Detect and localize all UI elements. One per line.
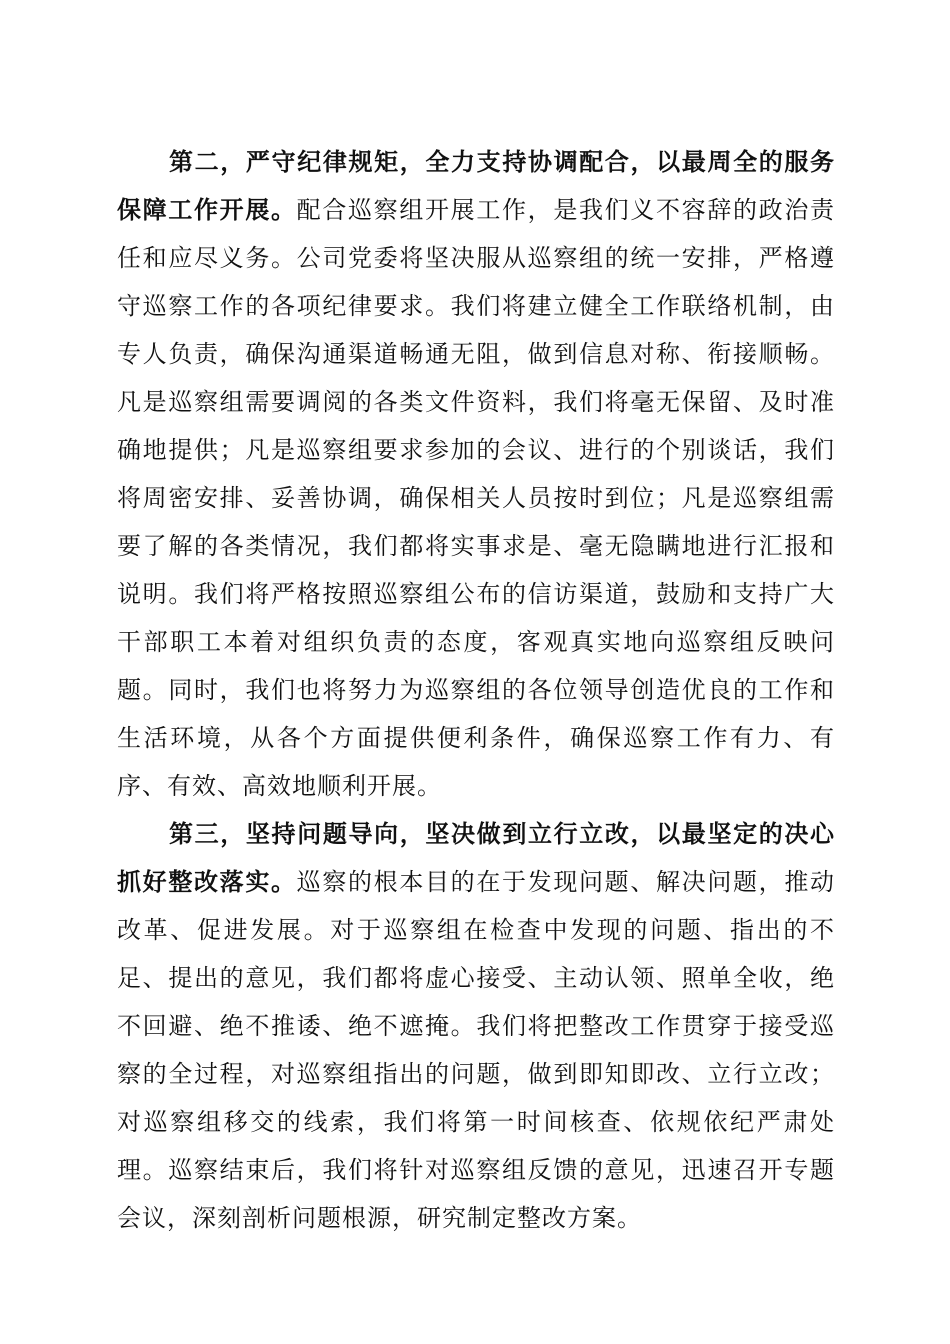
paragraph-third-body: 巡察的根本目的在于发现问题、解决问题，推动改革、促进发展。对于巡察组在检查中发现的问题、指出的不足、提出的意见，我们都将虚心接受、主动认领、照单全收，绝不回避、绝不推诿、绝不遮掩。我们将把整改工作贯穿于接受巡察的全过程，对巡察组指出的问题，做到即知即改、立行立改；对巡察组移交的线索，我们将第一时间核查、依规依纪严肃处理。巡察结束后，我们将针对巡察组反馈的意见，迅速召开专题会议，深刻剖析问题根源，研究制定整改方案。 — [117, 868, 836, 1232]
paragraph-second — [117, 138, 835, 810]
document-body — [117, 138, 835, 1242]
paragraph-third-lead: 第三，坚持问题导向，坚决做到立行立改，以最坚定的决心抓好整改落实。 — [117, 819, 835, 896]
paragraph-third — [117, 810, 835, 1242]
paragraph-second-body: 配合巡察组开展工作，是我们义不容辞的政治责任和应尽义务。公司党委将坚决服从巡察组的统一安排，严格遵守巡察工作的各项纪律要求。我们将建立健全工作联络机制，由专人负责，确保沟通渠道畅通无阻，做到信息对称、衔接顺畅。凡是巡察组需要调阅的各类文件资料，我们将毫无保留、及时准确地提供；凡是巡察组要求参加的会议、进行的个别谈话，我们将周密安排、妥善协调，确保相关人员按时到位；凡是巡察组需要了解的各类情况，我们都将实事求是、毫无隐瞒地进行汇报和说明。我们将严格按照巡察组公布的信访渠道，鼓励和支持广大干部职工本着对组织负责的态度，客观真实地向巡察组反映问题。同时，我们也将努力为巡察组的各位领导创造优良的工作和生活环境，从各个方面提供便利条件，确保巡察工作有力、有序、有效、高效地顺利开展。 — [117, 196, 836, 800]
paragraph-second-lead: 第二，严守纪律规矩，全力支持协调配合，以最周全的服务保障工作开展。 — [117, 147, 835, 224]
